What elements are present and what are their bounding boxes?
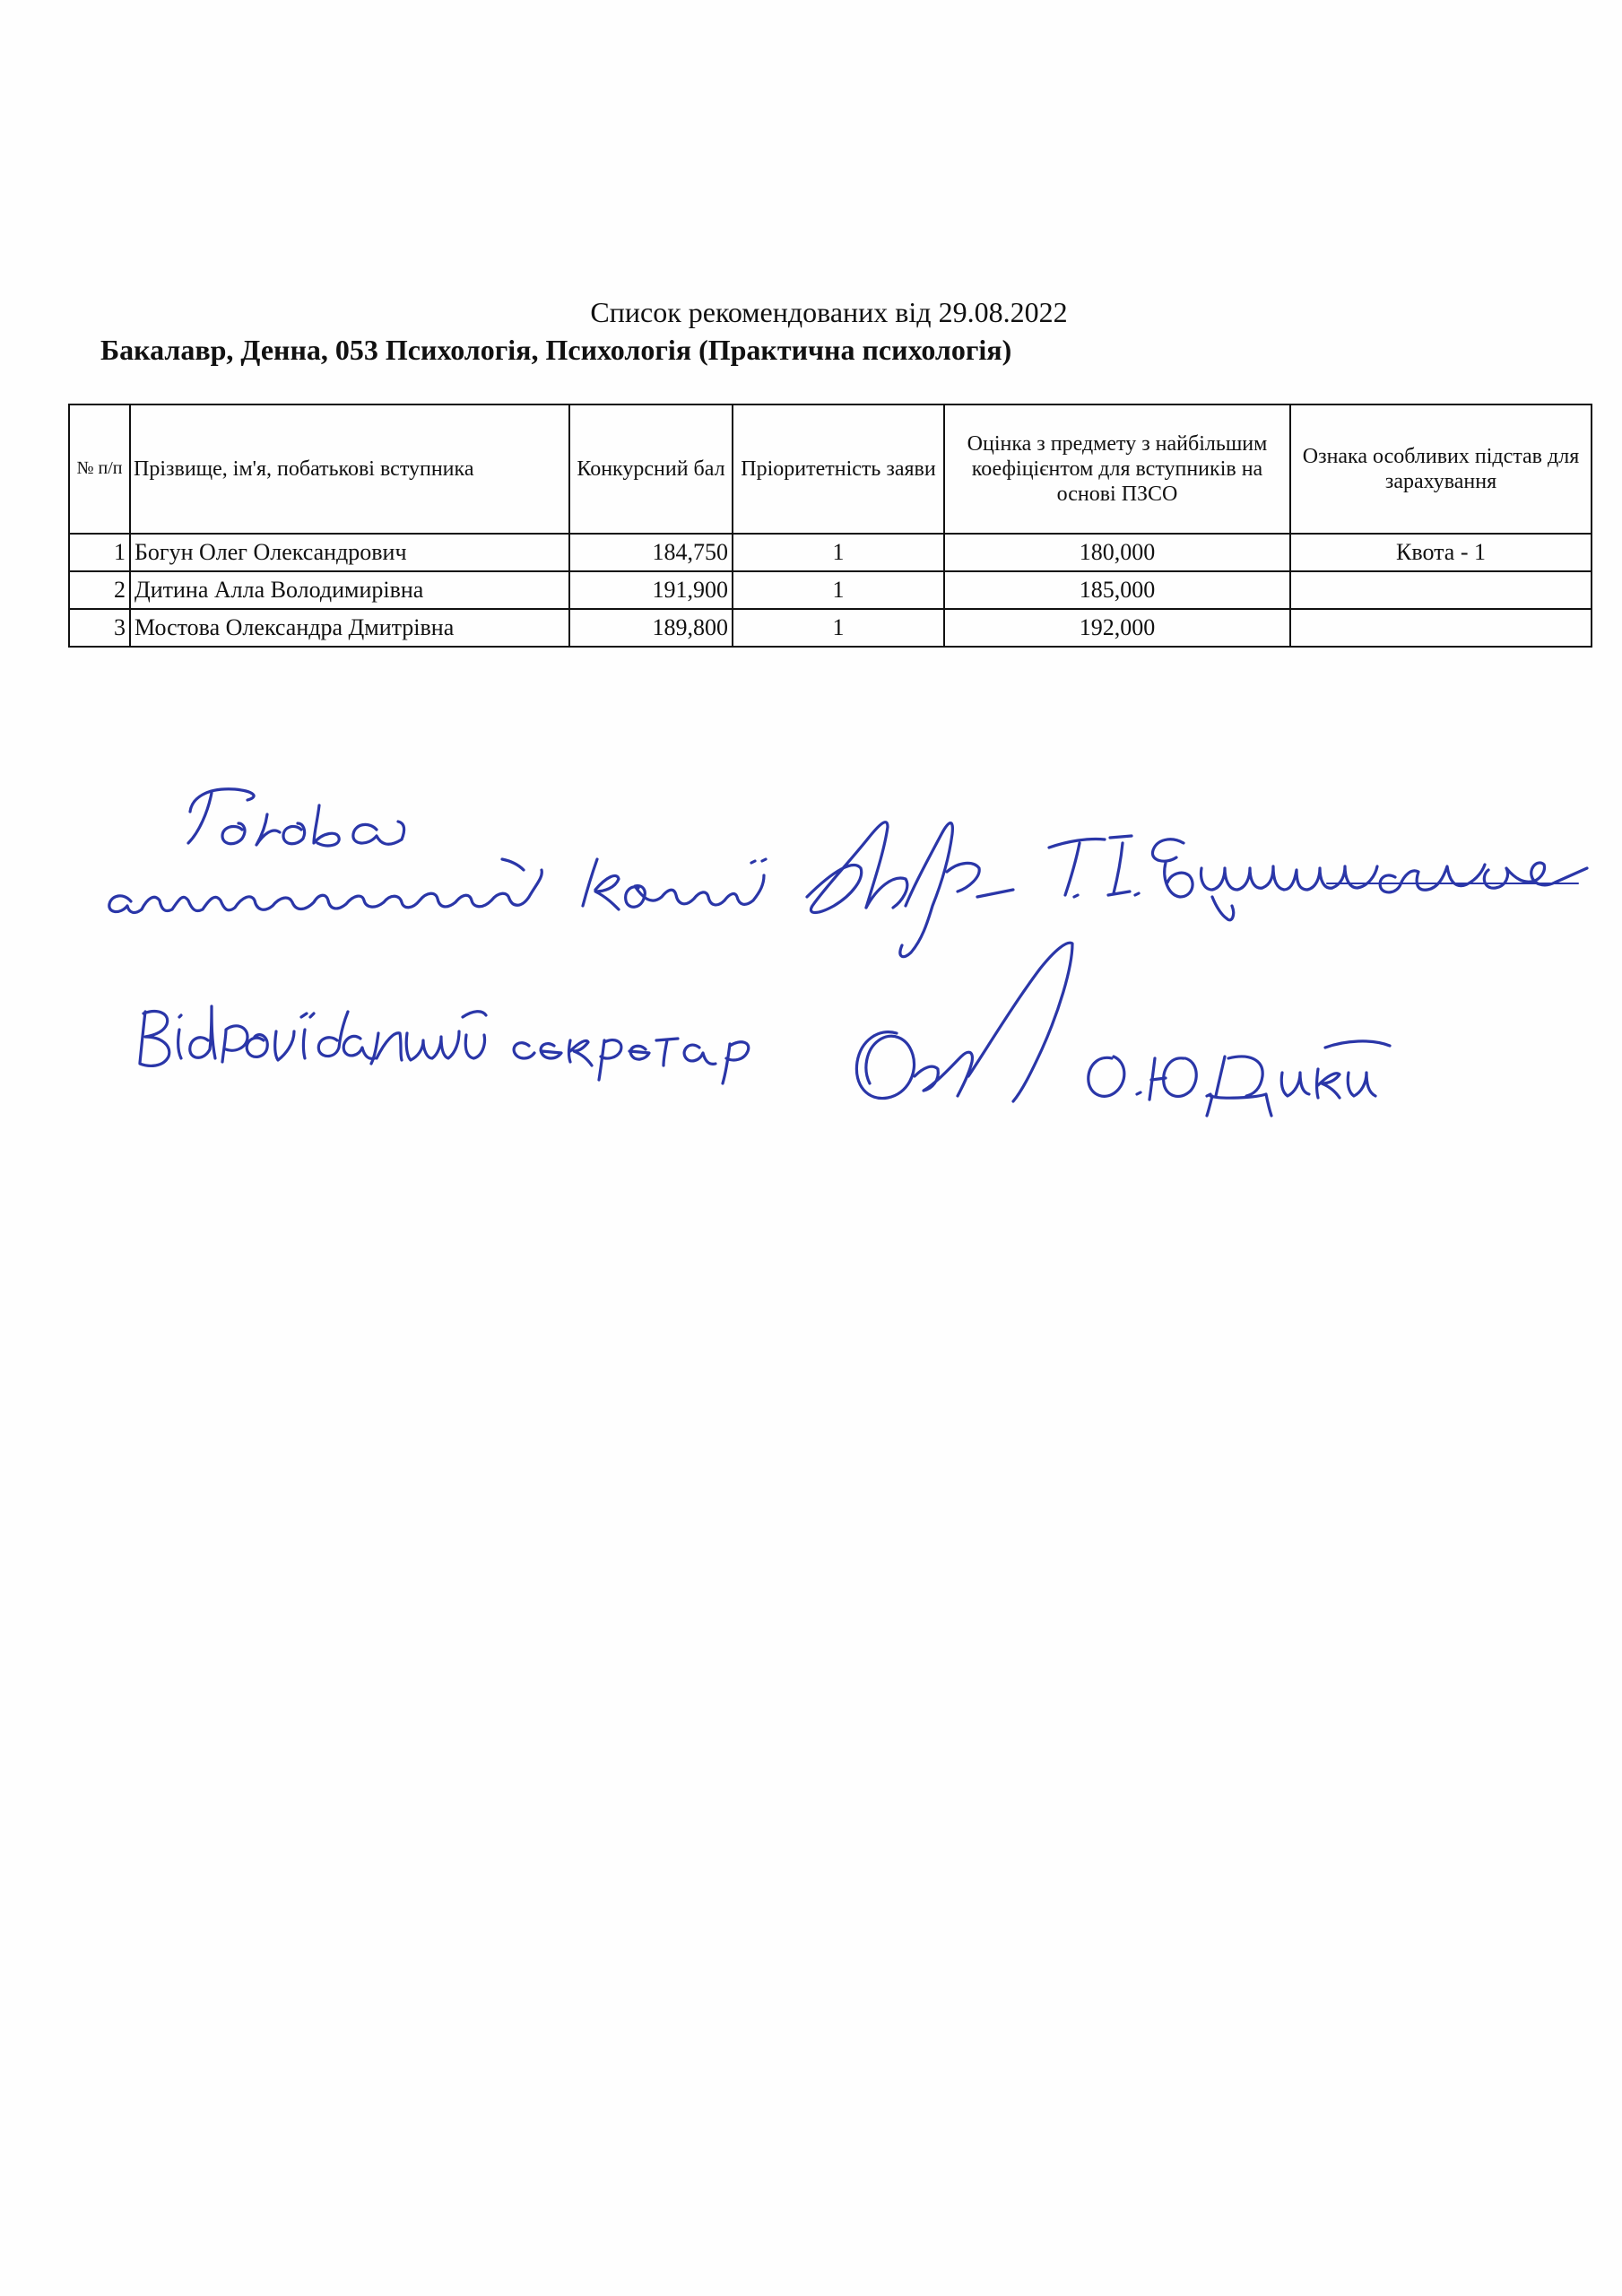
secretary-role-handwriting: [140, 1006, 749, 1083]
secretary-name-handwriting: [1089, 1041, 1390, 1116]
cell-score: 191,900: [569, 571, 733, 609]
cell-name: Богун Олег Олександрович: [130, 534, 569, 571]
header-num: № п/п: [69, 404, 130, 534]
header-score: Конкурсний бал: [569, 404, 733, 534]
list-title: Список рекомендованих від 29.08.2022: [590, 296, 1068, 328]
cell-score: 184,750: [569, 534, 733, 571]
table-row: [69, 609, 1592, 647]
cell-basis: [1290, 609, 1592, 647]
table-row: [69, 571, 1592, 609]
header-subject: Оцінка з предмету з найбільшим коефіцієнтом для вступників на основі ПЗСО: [944, 404, 1290, 534]
header-basis: Ознака особливих підстав для зарахування: [1290, 404, 1592, 534]
cell-score: 189,800: [569, 609, 733, 647]
cell-priority: 1: [733, 534, 944, 571]
head-role-handwriting: [109, 789, 766, 913]
secretary-signature: [856, 943, 1072, 1101]
cell-name: Мостова Олександра Дмитрівна: [130, 609, 569, 647]
head-signature: [807, 822, 1013, 957]
cell-basis: Квота - 1: [1290, 534, 1592, 571]
cell-priority: 1: [733, 571, 944, 609]
cell-priority: 1: [733, 609, 944, 647]
table-header-row: [69, 404, 1592, 534]
head-name-handwriting: [1049, 836, 1587, 920]
cell-name: Дитина Алла Володимирівна: [130, 571, 569, 609]
program-title: Бакалавр, Денна, 053 Психологія, Психологія (Практична психологія): [100, 334, 1012, 366]
cell-subject-score: 192,000: [944, 609, 1290, 647]
header-name: Прізвище, ім'я, побатькові вступника: [130, 404, 569, 534]
header-priority: Пріоритетність заяви: [733, 404, 944, 534]
cell-num: 3: [69, 609, 130, 647]
cell-basis: [1290, 571, 1592, 609]
cell-subject-score: 185,000: [944, 571, 1290, 609]
recommended-table: [68, 404, 1592, 648]
cell-subject-score: 180,000: [944, 534, 1290, 571]
cell-num: 2: [69, 571, 130, 609]
table-row: [69, 534, 1592, 571]
cell-num: 1: [69, 534, 130, 571]
